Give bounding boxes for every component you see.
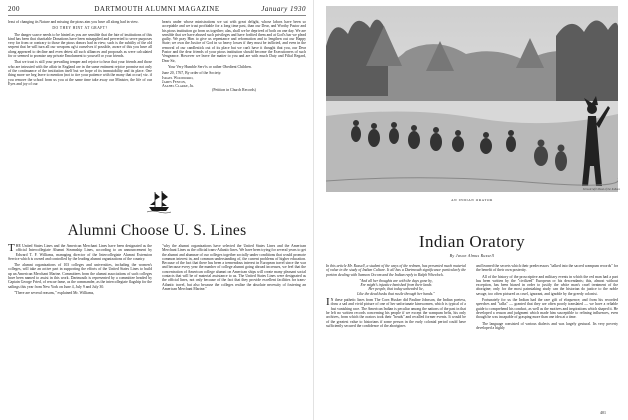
article-byline: By Jason Almus Russell (449, 253, 495, 258)
drop-cap: I (326, 296, 330, 309)
alumni-paragraph: THE United States Lines and the American Merchant Lines have been designated as the official Intercollegiate Alumni Steamship Lines, according to an announcement by Edward T. F. Williams, managing director of the Intercollegiate Alumni Extension Service which is owned and controlled by the leading alumni organizations of the country. (8, 244, 152, 261)
page-number-right: 401 (600, 410, 606, 415)
running-header (8, 5, 306, 15)
signer: Asahel Clarke, Jr. (162, 84, 195, 89)
oratory-paragraph: Fortunately for us the Indian had the rare gift of eloquence; and from his recorded speeches and "talks" — granted that they are often poorly translated — we have a reliable guide to comprehend his conduct, as well as the motives and inspirations which shaped it. He developed a reason and judgment which made him susceptible to refining influences, even though he was incapable of grasping more than one idea at a time. (476, 298, 618, 320)
header-rule (8, 15, 306, 16)
petition-column-1 (8, 20, 152, 180)
article-title-alumni: Alumni Choose U. S. Lines (67, 222, 247, 239)
verse-line: Her people, that today unheeded lie, (368, 287, 424, 292)
ship-icon (146, 188, 172, 214)
alumni-paragraph: The alumni organizations of 103 colleges and universities, including the women's colleges, will take an active part in supporting the efforts of the United States Lines to build up an American Merchant Marine. Committees from the alumni associations of such colleges have been named to assist in this work. Dartmouth is represented by a committee headed by Captain George Fried, of rescue fame, as the commander, as the intercollegiate flagship for the sailings this year from New York on June 4, July 9 and July 30. (8, 263, 152, 289)
signer: Israel Woodward, (162, 75, 194, 80)
petition-paragraph: The danger scarce needs to be hinted as you are sensible that the fate of institutions of this kind has been that charitable Donations have been misapplied and perverted to serve purposes very far from or contrary to those the pious donors had in view; such is the subtilty of the old serpent that he will turn all our weapons ag'st ourselves if possible, aware of this you have all along appeared to decline and even detest all such alliances and proposals as were calculated for or seemed to promise any private Emolument to yourself or your friends. (8, 32, 152, 59)
article-intro: In this article Mr. Russell, a student of the ways of the redmen, has presented much material of value in the study of Indian Culture. It all has a Dartmouth significance particularly the portion dealing with Samson Occom and the Indian reply to Ralph Wheelock. (326, 264, 466, 277)
oratory-paragraph: I N these pathetic lines from The Corn Husker did Pauline Johnson, the Indian poetess, draw a sad and vivid picture of one of her unfortunate kinswomen, which is typical of a fast vanishing race. The American Indian is peculiar among the nations of the past in that he left no written records concerning his people if we except the wampum belts, his only archives, from which the orators took their "heads" and recalled former events. It would be of the greatest value to historians if some person in the early colonial period could have sufficiently secured the confidence of the aborigines (326, 296, 466, 328)
page-number: 200 (8, 5, 20, 13)
magazine-title: DARTMOUTH ALUMNI MAGAZINE (94, 5, 220, 13)
petition-paragraph: hearts under whose ministrations we sat with great delight, whose labors have been so acceptable and we trust profitable for a long time past, than our Dear, and Worthy Pastor and his pious institution go from us together; alas, shall we be deprived of both on one day. We are sensible that we have abused such privileges and have forfited them and at God's bar we plead guilty. We pray Him to give us repentance and reformation and to lengthen out our Happy State; we own the Justice of God in so heavy losses if they must be inflicted, and even in the removal of our candlestick out of its place but we can't have it thought that you, our Dear Pastor and the dear friends of your pious institution should become the Executioners of such Vengeance. However we leave the matter to you and are with much Duty and Filial Regard, Dear Sir, (162, 20, 306, 63)
alumni-paragraph: "why the alumni organizations have selected the United States Lines and the American Merchant Lines as the official trans-Atlantic lines. We have been trying for several years to get the alumni and alumnae of our colleges together socially under conditions that would promote common interest in, and common understanding of, the current problems of higher education. Because of the fact that there has been a tremendous interest in European travel since the war and because every year the number of college alumni going abroad increases, we feel that the concentration of American college alumni on American ships will create many pleasant social contacts that will be of material assistance to us. The United States Lines were designated as the official lines, not only because of the fact that they provide excellent facilities for trans-Atlantic travel, but also because the colleges realize the absolute necessity of fostering an American Merchant Marine." (162, 244, 306, 291)
oratory-paragraph: The language consisted of various dialects and was largely gestural. Its very poverty developed a highly (476, 321, 618, 330)
verse-line: Like the dead husks that rustle through her hands." (357, 291, 435, 296)
petition-opening: least of changing its Nature and missing the pious aim you have all along had in view. (8, 20, 139, 24)
petition-column-2 (162, 20, 306, 180)
page-gutter (313, 0, 314, 420)
petition-closing: Your Very Humble Serv'ts or rather Obedient Children. (168, 64, 252, 69)
subhead-graft: DO THEY HINT AT GRAFT? (52, 26, 108, 31)
verse-line: Ere might's injustice banished from their lands (360, 283, 432, 288)
alumni-column-2 (162, 244, 306, 414)
oratory-column-2 (476, 264, 618, 408)
alumni-column-1 (8, 244, 152, 414)
alumni-paragraph: "There are several reasons," explained Mr. Williams, (14, 290, 95, 295)
oratory-paragraph: and learned the secrets which their predecessors "talked into the sacred wampum records" for the benefit of their own posterity. (476, 264, 618, 273)
issue-date: January 1930 (261, 5, 306, 13)
oratory-column-1 (326, 264, 466, 408)
signer: James Fenton, (162, 79, 186, 84)
drop-cap: T (8, 244, 15, 254)
article-title-oratory: Indian Oratory (418, 232, 526, 251)
petition-source: (Petition in Church Records) (212, 88, 256, 93)
oratory-paragraph: All of the history of the proscriptive and military events in which the red man had a part has been written by the "civilized" European or his descendants; this, almost without exception, has been biased in order to justify the white man's cruel treatment of the aborigine; only for the most painstaking study can the historian do justice to the noble savage, too often pictured as cruel, ignorant, and ignoble by the greedy colonist. (476, 274, 618, 296)
petition-paragraph: That we trust is still your prevailing temper and rejoice to hear that your friends and those who are intrusted with the affair in England are in the same entiment rejoice promise not only of the continuance of the institution itself but we hope of its immutability and its place. One thing more we beg leave to mention (not to tire your patience with the many that occur) viz. if you remove the school from us you at the same time take away our Minister, the life of our Eyes and joy of our (8, 60, 152, 86)
indian-orator-illustration (326, 6, 618, 192)
verse-line: "And all her thoughts are with the days gone by, (359, 278, 433, 283)
petition-date: June 20, 1767, By order of the Society. (162, 71, 222, 76)
illustration-caption: AN INDIAN ORATOR (451, 198, 493, 202)
illustration-credit: Schoolcraft's Book of the Indians (582, 188, 620, 191)
